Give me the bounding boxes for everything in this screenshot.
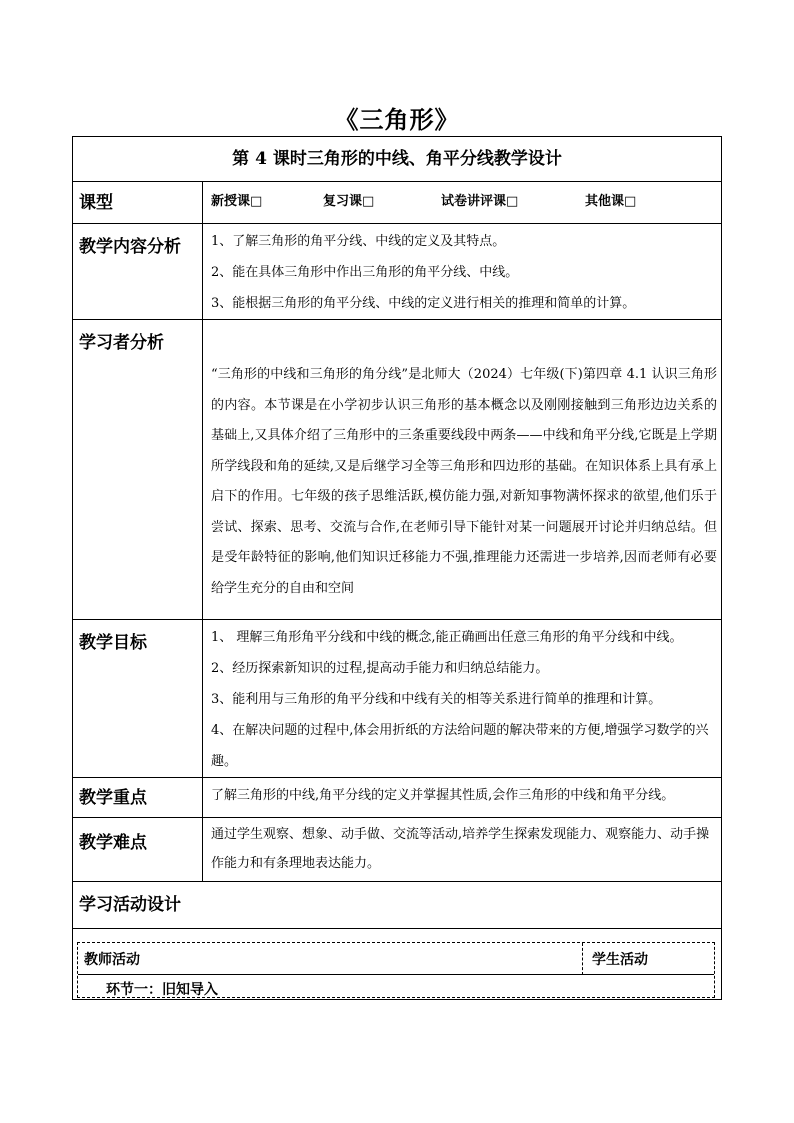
key-points-row [73, 777, 721, 817]
lesson-plan-table [72, 136, 722, 1000]
teacher-activity-header: 教师活动 [84, 952, 140, 968]
list-item: 1、 理解三角形角平分线和中线的概念,能正确画出任意三角形的角平分线和中线。 [211, 630, 683, 645]
column-divider [582, 943, 583, 975]
content-analysis-list [203, 224, 721, 319]
learner-analysis-cell [203, 320, 721, 619]
learner-analysis-row [73, 319, 721, 619]
course-type-new: 新授课□ [211, 194, 263, 209]
list-item: 3、能根据三角形的角平分线、中线的定义进行相关的推理和简单的计算。 [211, 296, 636, 311]
course-type-exam-review: 试卷讲评课□ [441, 194, 519, 209]
content-analysis-row [73, 223, 721, 319]
learner-analysis-text: “三角形的中线和三角形的角分线”是北师大（2024）七年级(下)第四章 4.1 认识三角形的内容。本节课是在小学初步认识三角形的基本概念以及刚刚接触到三角形边边关系的基础上,又具体介绍了三角形中的三条重要线段中两条——中线和角平分线,它既是上学期所学线段和角的延续,又是后继学习全等三角形和四边形的基础。在知识体系上具有承上启下的作用。七年级的孩子思维活跃,模仿能力强,对新知事物满怀探求的欲望,他们乐于尝试、探索、思考、交流与合作,在老师引导下能针对某一问题展开讨论并归纳总结。但是受年龄特征的影响,他们知识迁移能力不强,推理能力还需进一步培养,因而老师有必要给学生充分的自由和空间 [211, 367, 717, 596]
key-points-label: 教学重点 [73, 778, 203, 817]
subtitle-row [73, 137, 721, 181]
course-type-review: 复习课□ [323, 194, 375, 209]
key-points-text: 了解三角形的中线,角平分线的定义并掌握其性质,会作三角形的中线和角平分线。 [211, 788, 675, 803]
list-item: 3、能利用与三角形的角平分线和中线有关的相等关系进行简单的推理和计算。 [211, 692, 662, 707]
difficulties-row [73, 817, 721, 881]
activity-design-label: 学习活动设计 [79, 895, 181, 915]
course-type-row [73, 181, 721, 223]
activity-table [77, 942, 715, 998]
document-title: 《三角形》 [334, 105, 460, 134]
course-type-other: 其他课□ [585, 194, 637, 209]
list-item: 2、能在具体三角形中作出三角形的角平分线、中线。 [211, 265, 519, 280]
list-item: 1、了解三角形的角平分线、中线的定义及其特点。 [211, 234, 506, 249]
goals-list [203, 620, 721, 777]
list-item: 4、在解决问题的过程中,体会用折纸的方法给问题的解决带来的方便,增强学习数学的兴趣。 [211, 723, 709, 769]
content-analysis-label: 教学内容分析 [73, 224, 203, 319]
goals-row [73, 619, 721, 777]
learner-analysis-label: 学习者分析 [73, 320, 203, 619]
activity-divider [73, 928, 721, 929]
step-one-title: 环节一：旧知导入 [106, 982, 218, 998]
course-type-label: 课型 [73, 182, 203, 223]
activity-design-row [73, 881, 721, 999]
difficulties-text: 通过学生观察、想象、动手做、交流等活动,培养学生探索发现能力、观察能力、动手操作能力和有条理地表达能力。 [211, 827, 710, 871]
course-type-options [203, 182, 721, 223]
goals-label: 教学目标 [73, 620, 203, 777]
difficulties-label: 教学难点 [73, 818, 203, 881]
lesson-subtitle: 第 4 课时三角形的中线、角平分线教学设计 [232, 149, 562, 169]
student-activity-header: 学生活动 [592, 952, 648, 968]
list-item: 2、经历探索新知识的过程,提高动手能力和归纳总结能力。 [211, 661, 549, 676]
